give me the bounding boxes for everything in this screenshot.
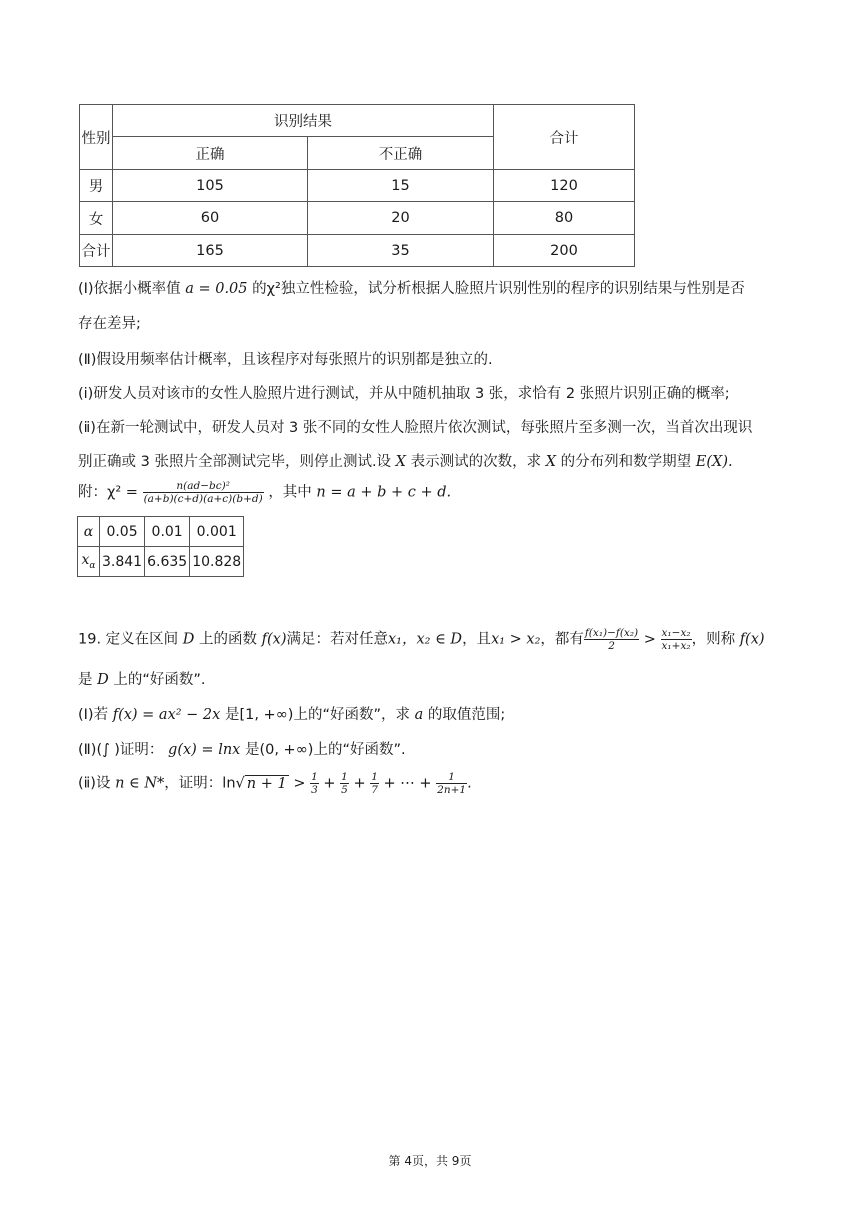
frac-den: 2n+1 xyxy=(437,784,467,796)
frac-den: 3 xyxy=(311,784,318,796)
cell-total: 200 xyxy=(494,235,635,267)
var-d: D xyxy=(182,631,195,648)
alpha-label: α xyxy=(78,517,100,547)
text: 的χ²独立性检验，试分析根据人脸照片识别性别的程序的识别结果与性别是否 xyxy=(252,281,745,297)
var-d: D xyxy=(97,672,109,688)
alpha-cell: 0.01 xyxy=(145,517,190,547)
cell-correct: 165 xyxy=(113,235,308,267)
frac-num: 1 xyxy=(371,771,378,783)
x1-x2: x₁，x₂ ∈ D xyxy=(388,631,463,648)
result-header: 识别结果 xyxy=(113,105,494,137)
text: (Ⅱ)(∫ )证明： xyxy=(78,742,164,758)
cell-total: 120 xyxy=(494,170,635,202)
cell-incorrect: 35 xyxy=(308,235,494,267)
row-label: 女 xyxy=(80,202,113,235)
q19-line2: 是 D 上的“好函数”. xyxy=(78,672,206,688)
formula-numerator: n(ad−bc)² xyxy=(143,480,264,493)
f-func: f(x) = ax² − 2x xyxy=(112,707,221,723)
text: 表示测试的次数，求 xyxy=(410,454,542,470)
text: (Ⅰ)依据小概率值 xyxy=(78,281,181,297)
frac-term xyxy=(370,771,379,796)
lhs-num: f(x₁)−f(x₂) xyxy=(584,627,639,639)
alpha-expr: a = 0.05 xyxy=(185,281,248,297)
rhs-num: x₁−x₂ xyxy=(661,627,691,639)
n-in: n ∈ N* xyxy=(115,775,165,792)
text: ，证明：ln xyxy=(164,775,236,792)
q18-part1-line1 xyxy=(78,277,745,298)
cell-total: 80 xyxy=(494,202,635,235)
row-label: 合计 xyxy=(80,235,113,267)
text: ，其中 xyxy=(268,484,312,501)
text: 附：χ² = xyxy=(78,484,138,501)
text: 满足：若对任意 xyxy=(286,631,388,648)
value-cell: 6.635 xyxy=(145,547,190,577)
text: 的取值范围; xyxy=(427,707,506,723)
rhs-fraction xyxy=(661,627,692,652)
text: ，且 xyxy=(462,631,492,648)
total-header: 合计 xyxy=(494,105,635,170)
alpha-cell: 0.05 xyxy=(100,517,145,547)
text: (Ⅰ)若 xyxy=(78,707,109,723)
expectation: E(X). xyxy=(695,454,733,470)
text: 上的“好函数”. xyxy=(113,672,206,688)
frac-num: 1 xyxy=(311,771,318,783)
cell-correct: 60 xyxy=(113,202,308,235)
frac-den: 5 xyxy=(341,784,348,796)
ellipsis: + ⋯ + xyxy=(383,775,432,792)
formula-denominator: (a+b)(c+d)(a+c)(b+d) xyxy=(143,493,263,505)
text: 上的函数 xyxy=(199,631,258,648)
chi-square-formula xyxy=(143,480,264,505)
condition: x₁ > x₂ xyxy=(491,631,541,648)
text: 19. 定义在区间 xyxy=(78,631,179,648)
x-sub: α xyxy=(89,560,96,571)
q18-part2-ii-line2 xyxy=(78,450,733,471)
incorrect-header: 不正确 xyxy=(308,137,494,170)
correct-header: 正确 xyxy=(113,137,308,170)
cell-incorrect: 20 xyxy=(308,202,494,235)
table-row xyxy=(80,202,635,235)
var-a: a xyxy=(414,707,424,723)
var-x: X xyxy=(545,454,557,470)
critical-values-table xyxy=(77,516,244,577)
text: 别正确或 3 张照片全部测试完毕，则停止测试.设 xyxy=(78,454,392,470)
fx: f(x) xyxy=(261,631,287,648)
text: ，则称 xyxy=(691,631,736,648)
q18-part2-ii-line1: (ⅱ)在新一轮测试中，研发人员对 3 张不同的女性人脸照片依次测试，每张照片至多测一次，当首次出现识 xyxy=(78,420,753,436)
table-row xyxy=(78,517,244,547)
var-x: X xyxy=(395,454,406,470)
x-label: x xyxy=(81,552,90,569)
page-footer: 第 4页，共 9页 xyxy=(388,1154,472,1168)
text: 是(0, +∞)上的“好函数”. xyxy=(244,742,406,758)
frac-term-last xyxy=(436,771,467,796)
period: . xyxy=(467,775,472,792)
table-row xyxy=(78,547,244,577)
q19-part1 xyxy=(78,703,505,724)
g-func: g(x) = lnx xyxy=(168,742,241,758)
gender-header: 性别 xyxy=(80,105,113,170)
q18-appendix xyxy=(78,480,451,505)
recognition-table xyxy=(79,104,635,267)
text: 是[1, +∞)上的“好函数”，求 xyxy=(224,707,410,723)
gt-sign: > xyxy=(293,775,306,792)
lhs-den: 2 xyxy=(608,640,615,652)
n-expr: n = a + b + c + d. xyxy=(316,484,452,501)
row-label: 男 xyxy=(80,170,113,202)
q18-part1-line2: 存在差异; xyxy=(78,316,141,332)
frac-den: 7 xyxy=(371,784,378,796)
table-row xyxy=(80,170,635,202)
table-row xyxy=(80,235,635,267)
x-alpha-label xyxy=(78,547,100,577)
text: 的分布列和数学期望 xyxy=(560,454,692,470)
frac-num: 1 xyxy=(341,771,348,783)
q18-part2-i: (ⅰ)研发人员对该市的女性人脸照片进行测试，并从中随机抽取 3 张，求恰有 2 张照片识别正确的概率; xyxy=(78,386,730,402)
rhs-den: x₁+x₂ xyxy=(661,640,691,652)
value-cell: 3.841 xyxy=(100,547,145,577)
text: (ⅱ)设 xyxy=(78,775,111,792)
frac-term xyxy=(340,771,349,796)
cell-correct: 105 xyxy=(113,170,308,202)
fx: f(x) xyxy=(739,631,765,648)
cell-incorrect: 15 xyxy=(308,170,494,202)
q19-part3: (ⅱ)设 n ∈ N*，证明：ln√ n + 1 > $\frac{1}{3}$ + $\frac{1}{5}$ + $\frac{1}{7}$ + ⋯ + $\frac{1}{2n+1}$ . xyxy=(78,771,472,796)
frac-term xyxy=(310,771,319,796)
lhs-fraction xyxy=(584,627,639,652)
q19-part2 xyxy=(78,738,406,759)
alpha-cell: 0.001 xyxy=(190,517,244,547)
q18-part2-intro: (Ⅱ)假设用频率估计概率，且该程序对每张照片的识别都是独立的. xyxy=(78,352,493,368)
text: ，都有 xyxy=(540,631,584,648)
value-cell: 10.828 xyxy=(190,547,244,577)
gt-sign: > xyxy=(643,631,656,648)
sqrt-inner: n + 1 xyxy=(246,775,287,792)
q19-line1 xyxy=(78,627,765,652)
frac-num: 1 xyxy=(436,771,467,784)
